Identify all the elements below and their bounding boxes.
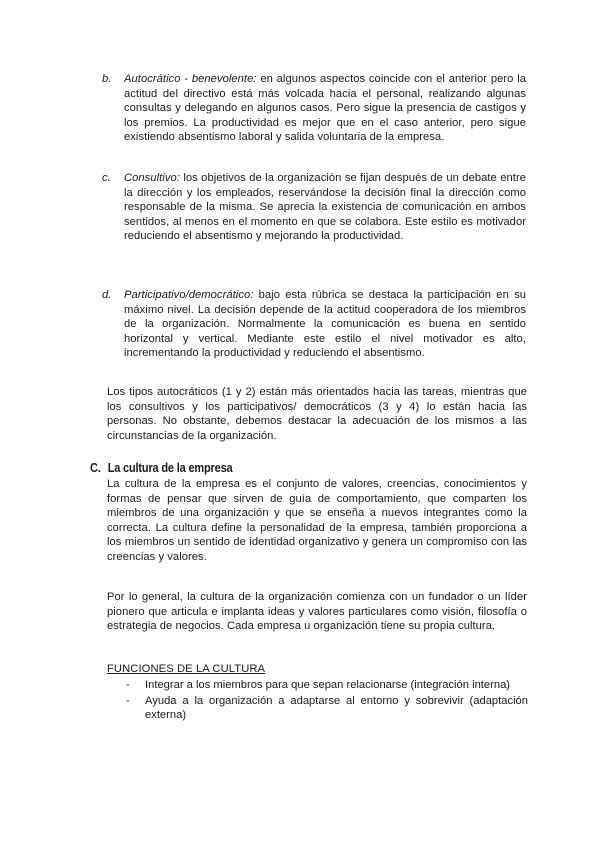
list-marker: c. <box>102 172 111 184</box>
summary-block <box>107 385 527 443</box>
dash-bullet-icon: - <box>126 694 130 707</box>
section-paragraph-1-block <box>107 477 527 565</box>
functions-heading: FUNCIONES DE LA CULTURA <box>107 663 266 675</box>
list-item-term: Participativo/democrático: <box>124 289 254 301</box>
functions-list <box>126 678 528 724</box>
list-item-c <box>102 171 526 244</box>
section-title: La cultura de la empresa <box>107 461 233 475</box>
list-item-d <box>102 288 526 361</box>
function-text: Ayuda a la organización a adaptarse al entorno y sobrevivir (adaptación externa) <box>145 694 528 722</box>
function-text: Integrar a los miembros para que sepan relacionarse (integración interna) <box>145 679 511 691</box>
list-item-description: los objetivos de la organización se fijan después de un debate entre la dirección y los empleados, reservándose la decisión final la dirección como responsable de la misma. Se aprecia la existencia de comunicación en ambos sentidos, al menos en el momento en que se colabora. Este estilo es motivador reduciendo el absentismo y mejorando la productividad. <box>124 172 526 243</box>
list-item-text <box>124 171 526 244</box>
list-item-b <box>102 72 527 145</box>
dash-bullet-icon: - <box>126 679 130 691</box>
section-paragraph-2: Por lo general, la cultura de la organización comienza con un fundador o un líder pionero que articula e implanta ideas y valores particulares como visión, filosofía o estrategia de negocios. Cada empresa u organización tiene su propia cultura. <box>107 591 527 633</box>
list-item-term: Consultivo: <box>124 172 180 184</box>
summary-paragraph: Los tipos autocráticos (1 y 2) están más orientados hacia las tareas, mientras que los consultivos y los participativos/ democráticos (3 y 4) lo están hacia las personas. No obstante, debemos destacar la adecuación de los mismos a las circunstancias de la organización. <box>107 386 527 442</box>
list-item-text <box>124 72 526 145</box>
list-item <box>126 678 528 693</box>
list-marker: d. <box>102 289 112 301</box>
section-heading <box>90 461 232 475</box>
list-item-description: en algunos aspectos coincide con el anterior pero la actitud del directivo está más volcada hacia el personal, realizando algunas consultas y delegando en algunos casos. Pero sigue la presencia de castigos y los premios. La productividad es mejor que en el caso anterior, pero sigue existiendo absentismo laboral y salida voluntaria de la empresa. <box>124 73 527 144</box>
section-paragraph-2-block <box>107 590 527 634</box>
list-item <box>126 694 528 723</box>
section-paragraph-1: La cultura de la empresa es el conjunto de valores, creencias, conocimientos y formas de pensar que sirven de guía de comportamiento, que comparten los miembros de una organización y que se enseña a nuevos integrantes como la correcta. La cultura define la personalidad de la empresa, también proporciona a los miembros un sentido de identidad organizativo y genera un compromiso con las creencias y valores. <box>107 478 527 563</box>
section-letter: C. <box>90 461 101 475</box>
list-item-description: bajo esta rúbrica se destaca la participación en su máximo nivel. La decisión depende de la actitud cooperadora de los miembros de la organización. Normalmente la comunicación es buena en sentido horizontal y vertical. Mediante este estilo el nivel motivador es alto, incrementando la productividad y reduciendo el absentismo. <box>124 289 526 360</box>
list-item-term: Autocrático - benevolente: <box>124 73 257 85</box>
list-item-text <box>124 288 526 361</box>
list-marker: b. <box>102 73 112 85</box>
